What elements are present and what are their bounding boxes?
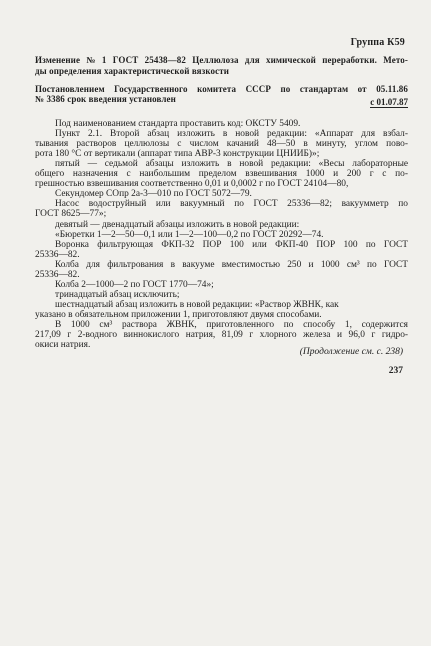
body-line: ГОСТ 8625—77»; [35,209,107,220]
body-line: 25336—82. [35,269,80,280]
body-line: В 1000 см³ раствора ЖВНК, приготовленного по способу 1, содержится [55,320,408,330]
body-line: тринадцатый абзац исключить; [55,289,180,300]
body-line: Насос водоструйный или вакуумный по ГОСТ 25336—82; вакуумметр по [55,199,408,210]
body-line: пятый — седьмой абзацы изложить в новой редакции: «Весы лабораторные [55,159,409,170]
body-line: девятый — двенадцатый абзацы изложить в новой редакции: [55,219,300,230]
body-line: 217,09 г 2-водного виннокислого натрия, 81,09 г хлорного железа и 96,0 г гидро- [35,330,408,341]
body-line: Пункт 2.1. Второй абзац изложить в новой редакции: «Аппарат для взбал- [55,129,408,140]
body-line: Колба 2—1000—2 по ГОСТ 1770—74»; [55,279,214,290]
body-line: тывания растворов целлюлозы с числом качаний 48—50 в минуту, углом пово- [35,139,408,150]
body-line: 25336—82. [35,249,80,260]
change-title-line-1: Изменение № 1 ГОСТ 25438—82 Целлюлоза для химической переработки. Мето- [35,55,408,65]
resolution-line-2: № 3386 срок введения установлен [35,94,176,104]
group-label: Группа К59 [350,37,405,48]
continuation-note: (Продолжение см. с. 238) [299,347,403,357]
body-line: шестнадцатый абзац изложить в новой редакции: «Раствор ЖВНК, как [55,299,339,310]
body-line: общего назначения с наибольшим пределом взвешивания 1000 и 200 г с по- [35,169,408,180]
body-line: Секундомер СОпр 2а-3—010 по ГОСТ 5072—79. [55,189,252,200]
body-line: Воронка фильтрующая ФКП-32 ПОР 100 или ФКП-40 ПОР 100 по ГОСТ [55,239,408,250]
page-number: 237 [388,366,403,376]
effective-date: с 01.07.87 [370,97,408,107]
body-line: грешностью взвешивания соответственно 0,01 и 0,0002 г по ГОСТ 24104—80, [35,179,349,190]
resolution-line-1: Постановлением Государственного комитета СССР по стандартам от 05.11.86 [35,84,409,94]
body-line: Под наименованием стандарта проставить код: ОКСТУ 5409. [55,119,301,129]
body-line: Колба для фильтрования в вакууме вместимостью 250 и 1000 см³ по ГОСТ [55,259,409,270]
change-title-line-2: ды определения характеристической вязкости [35,65,230,76]
body-line: «Бюретки 1—2—50—0,1 или 1—2—100—0,2 по ГОСТ 20292—74. [55,229,324,240]
body-line: указано в обязательном приложении 1, приготовляют двумя способами. [35,309,322,320]
body-line: рота 180 °С от вертикали (аппарат типа АВР-3 конструкции ЦНИИБ)»; [35,149,320,160]
body-line: окиси натрия. [35,340,91,351]
